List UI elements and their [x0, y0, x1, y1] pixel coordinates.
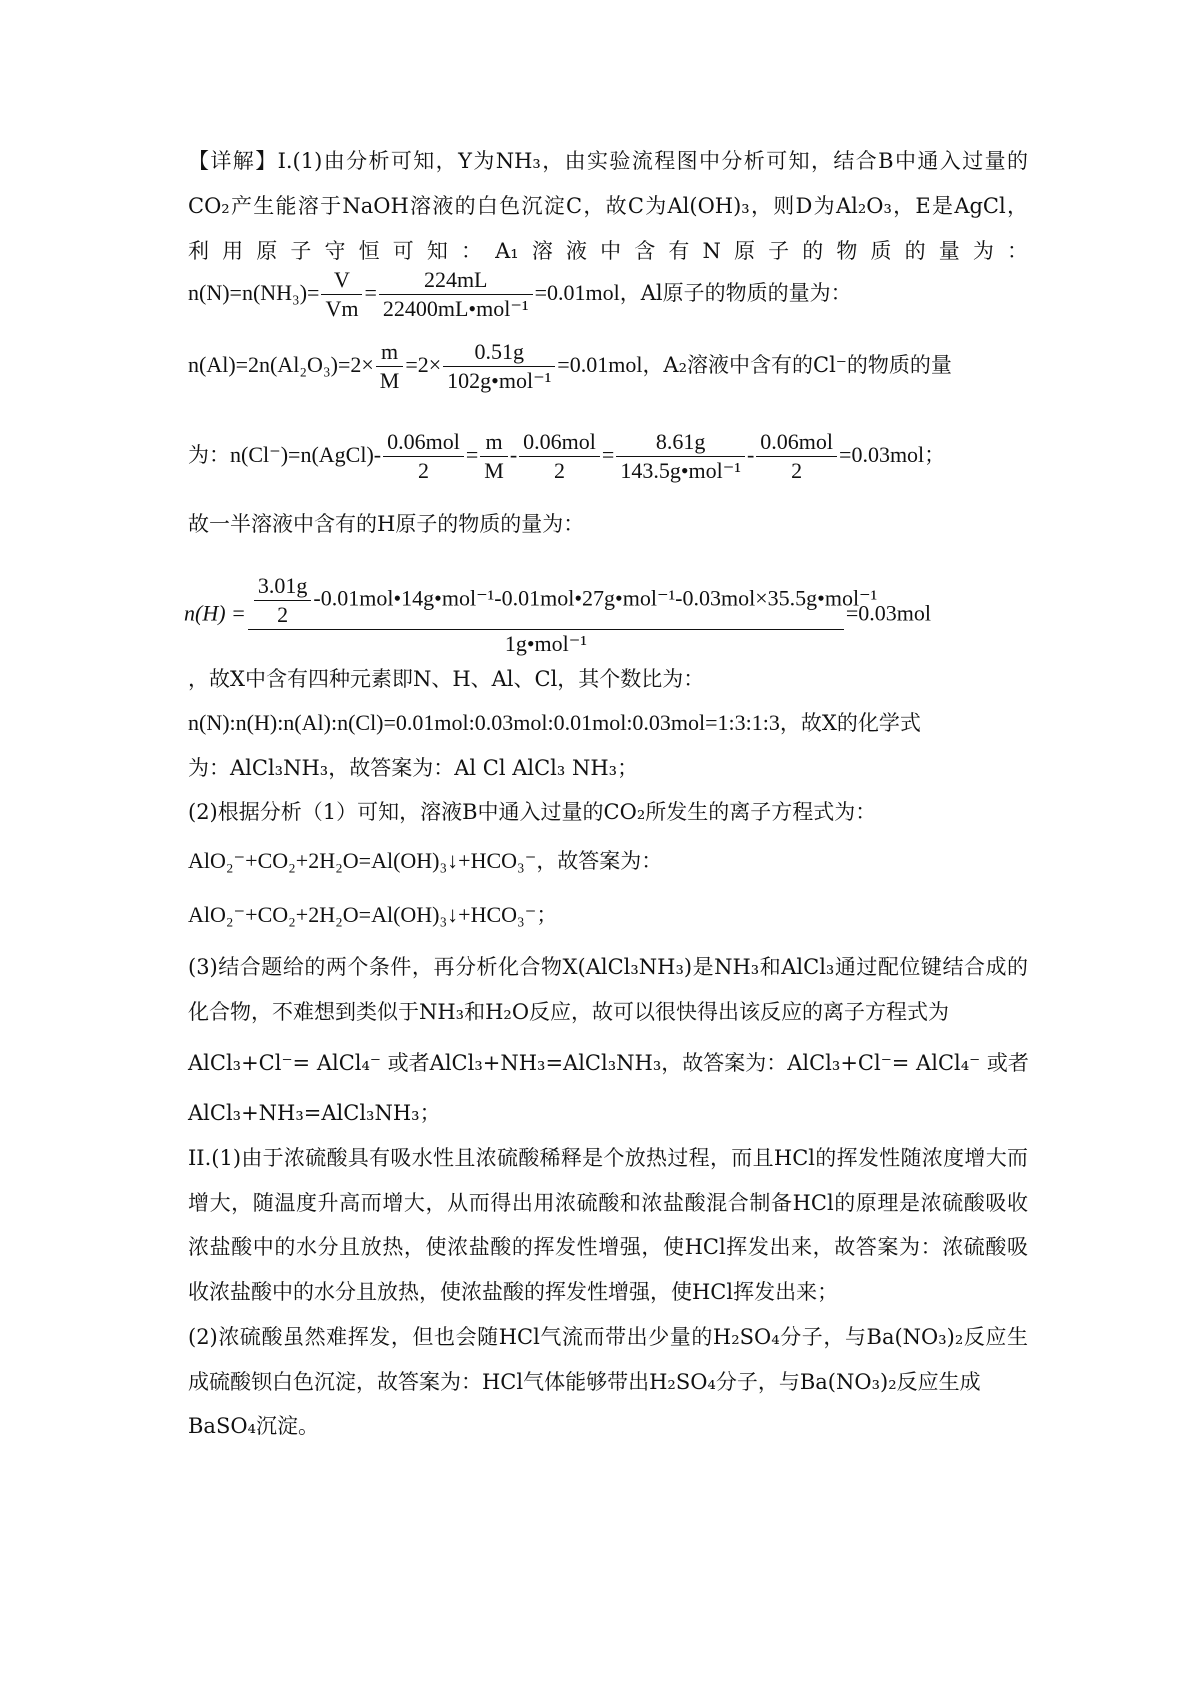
equation-n-Al: n(Al)=2n(Al₂O₃)=2× $\frac{m}{M}$ =2× $\frac{0.51g}{\text{102g•mol⁻¹}}$ =0.01mol，A₂溶液中含有的Cl⁻的物质的量 — [188, 339, 952, 393]
text-line: II.(1)由于浓硫酸具有吸水性且浓硫酸稀释是个放热过程，而且HCl的挥发性随浓度增大而 — [188, 1146, 1028, 1170]
fraction: $\frac{\text{0.06mol}}{2}$ — [383, 428, 464, 485]
text-line: ，故X中含有四种元素即N、H、Al、Cl，其个数比为： — [188, 667, 705, 691]
eq-lhs: n(N)=n(NH₃)= — [188, 280, 320, 305]
ionic-equation-line: AlO₂⁻+CO₂+2H₂O=Al(OH)₃↓+HCO₃⁻； — [188, 902, 558, 927]
text-line: BaSO₄沉淀。 — [188, 1414, 319, 1438]
text-line: (3)结合题给的两个条件，再分析化合物X(AlCl₃NH₃)是NH₃和AlCl₃通过配位键结合成的 — [188, 955, 1028, 979]
fraction: $\frac{m}{M}$ — [480, 428, 508, 485]
fraction: $\frac{V}{Vm}$ — [321, 266, 362, 323]
ionic-equation-line: AlO₂⁻+CO₂+2H₂O=Al(OH)₃↓+HCO₃⁻，故答案为： — [188, 848, 663, 873]
text-line: 【详解】I.(1)由分析可知，Y为NH₃，由实验流程图中分析可知，结合B中通入过量的 — [188, 149, 1028, 173]
fraction: $\frac{\text{0.06mol}}{2}$ — [756, 428, 837, 485]
equation-n-N: n(N)=n(NH₃)= $\frac{V}{Vm}$ = $\frac{224mL}{\text{22400mL•mol⁻¹}}$ =0.01mol，Al原子的物质的量为： — [188, 267, 852, 321]
text-line: CO₂产生能溶于NaOH溶液的白色沉淀C，故C为Al(OH)₃，则D为Al₂O₃，E是AgCl， — [188, 194, 1028, 218]
text-line: 故一半溶液中含有的H原子的物质的量为： — [188, 512, 585, 536]
eq-lhs: n(Cl⁻)=n(AgCl)- — [230, 442, 382, 467]
fraction: $\frac{\text{0.06mol}}{2}$ — [519, 428, 600, 485]
text-line: 增大，随温度升高而增大，从而得出用浓硫酸和浓盐酸混合制备HCl的原理是浓硫酸吸收 — [188, 1191, 1028, 1215]
text-line: (2)浓硫酸虽然难挥发，但也会随HCl气流而带出少量的H₂SO₄分子，与Ba(NO₃)₂反应生 — [188, 1325, 1028, 1349]
ionic-equation: AlO₂⁻+CO₂+2H₂O=Al(OH)₃↓+HCO₃⁻ — [188, 902, 537, 927]
text-line: (2)根据分析（1）可知，溶液B中通入过量的CO₂所发生的离子方程式为： — [188, 800, 877, 824]
equation-n-H — [184, 572, 1044, 658]
eq-result: =0.01mol — [534, 280, 620, 305]
eq-tail: ，Al原子的物质的量为： — [619, 281, 852, 305]
fraction: $\frac{m}{M}$ — [376, 338, 404, 395]
text-line: 化合物，不难想到类似于NH₃和H₂O反应，故可以很快得出该反应的离子方程式为 — [188, 1000, 950, 1024]
eq-result: =0.03mol — [839, 442, 925, 467]
fraction: $\frac{3.01g}{2}$ — [254, 572, 312, 629]
eq-lhs: n(Al)=2n(Al₂O₃)=2× — [188, 352, 374, 377]
eq-lhs: n(H) = — [184, 600, 246, 626]
text-line: AlCl₃+NH₃=AlCl₃NH₃； — [188, 1101, 441, 1125]
fraction: $\frac{8.61g}{\text{143.5g•mol⁻¹}}$ — [616, 428, 745, 485]
text-line: 浓盐酸中的水分且放热，使浓盐酸的挥发性增强，使HCl挥发出来，故答案为：浓硫酸吸 — [188, 1235, 1028, 1259]
equation-n-Cl: 为：n(Cl⁻)=n(AgCl)- $\frac{\text{0.06mol}}{2}$ = $\frac{m}{M}$ - $\frac{\text{0.06mol}}{2}$ = $\frac{8.61g}{\text{143.5g•mol⁻¹}}$ - $\frac{\text{0.06mol}}{2}$ =0.03mol； — [188, 429, 946, 483]
fraction: $\frac{224mL}{\text{22400mL•mol⁻¹}}$ — [379, 266, 533, 323]
ratio-equation: n(N):n(H):n(Al):n(Cl)=0.01mol:0.03mol:0.01mol:0.03mol=1:3:1:3 — [188, 710, 780, 735]
text-line: AlCl₃+Cl⁻= AlCl₄⁻ 或者AlCl₃+NH₃=AlCl₃NH₃，故答案为：AlCl₃+Cl⁻= AlCl₄⁻ 或者 — [188, 1051, 1029, 1075]
eq-tail: ，A₂溶液中含有的Cl⁻的物质的量 — [642, 353, 952, 377]
text-line: 收浓盐酸中的水分且放热，使浓盐酸的挥发性增强，使HCl挥发出来； — [188, 1280, 839, 1304]
big-fraction: $\frac{3.01g}{2}$ -0.01mol•14g•mol⁻¹-0.01mol•27g•mol⁻¹-0.03mol×35.5g•mol⁻¹ 1g•mol⁻¹ — [248, 572, 844, 658]
ionic-equation: AlO₂⁻+CO₂+2H₂O=Al(OH)₃↓+HCO₃⁻ — [188, 848, 537, 873]
text-line: 成硫酸钡白色沉淀，故答案为：HCl气体能够带出H₂SO₄分子，与Ba(NO₃)₂反应生成 — [188, 1370, 981, 1394]
text-line: 利用原子守恒可知：A₁溶液中含有N原子的物质的量为： — [188, 239, 1028, 263]
fraction: $\frac{0.51g}{\text{102g•mol⁻¹}}$ — [443, 338, 555, 395]
eq-result: =0.03mol — [845, 600, 932, 626]
ratio-line: n(N):n(H):n(Al):n(Cl)=0.01mol:0.03mol:0.01mol:0.03mol=1:3:1:3，故X的化学式 — [188, 710, 921, 735]
text-line: 为：AlCl₃NH₃，故答案为：Al Cl AlCl₃ NH₃； — [188, 756, 639, 780]
eq-result: =0.01mol — [557, 352, 643, 377]
